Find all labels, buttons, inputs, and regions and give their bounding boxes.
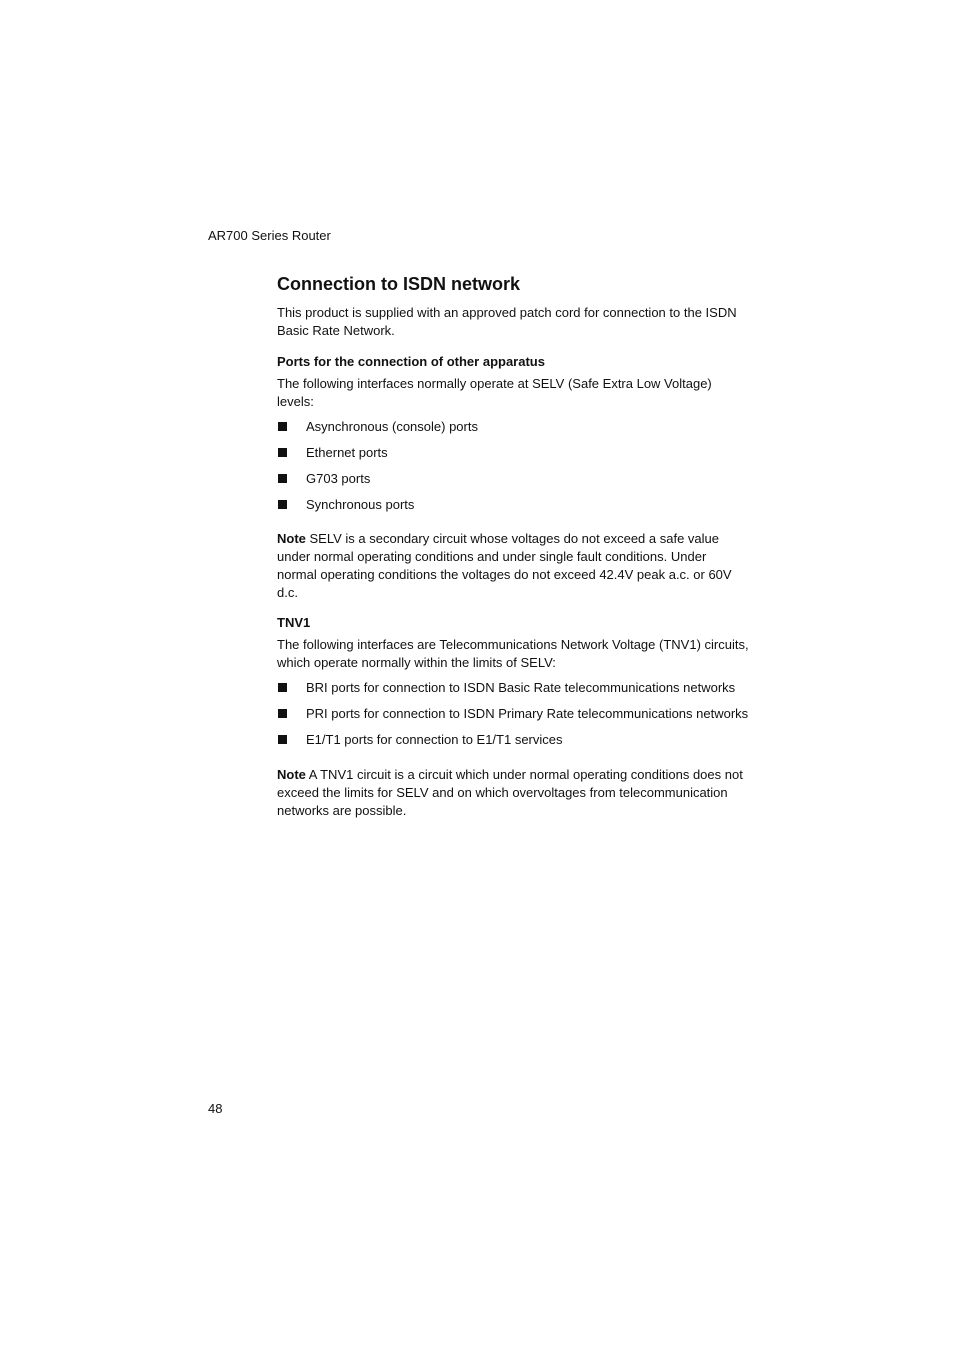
- note-text: SELV is a secondary circuit whose voltages do not exceed a safe value under normal operating conditions and under single fault conditions. Under normal operating conditions the voltages do not exceed 42.4V peak a.c. or 60V d.c.: [277, 531, 732, 600]
- tnv-lead-paragraph: The following interfaces are Telecommunications Network Voltage (TNV1) circuits, which operate normally within the limits of SELV:: [277, 637, 749, 670]
- tnv-heading: TNV1: [277, 615, 311, 630]
- list-item-text: Ethernet ports: [306, 445, 388, 460]
- list-item: [277, 496, 749, 514]
- page-number: 48: [208, 1101, 223, 1116]
- list-item: [277, 470, 749, 488]
- square-bullet-icon: [278, 735, 287, 744]
- list-item-text: BRI ports for connection to ISDN Basic Rate telecommunications networks: [306, 680, 736, 695]
- list-item: [277, 705, 749, 723]
- note-text: A TNV1 circuit is a circuit which under normal operating conditions does not exceed the limits for SELV and on which overvoltages from telecommunication networks are possible.: [277, 767, 743, 818]
- square-bullet-icon: [278, 500, 287, 509]
- tnv-port-list: [277, 679, 749, 749]
- square-bullet-icon: [278, 448, 287, 457]
- section-title: Connection to ISDN network: [277, 274, 520, 294]
- tnv-note: [277, 766, 749, 820]
- list-item-text: Synchronous ports: [306, 497, 415, 512]
- note-label: Note: [277, 531, 306, 546]
- running-header: AR700 Series Router: [208, 228, 331, 243]
- selv-port-list: [277, 418, 749, 514]
- page-content: [277, 272, 749, 832]
- ports-lead-paragraph: The following interfaces normally operate at SELV (Safe Extra Low Voltage) levels:: [277, 376, 712, 409]
- square-bullet-icon: [278, 422, 287, 431]
- list-item: [277, 679, 749, 697]
- ports-heading: Ports for the connection of other apparatus: [277, 354, 545, 369]
- list-item: [277, 731, 749, 749]
- intro-paragraph: This product is supplied with an approved patch cord for connection to the ISDN Basic Rate Network.: [277, 305, 737, 338]
- list-item-text: PRI ports for connection to ISDN Primary Rate telecommunications networks: [306, 706, 749, 721]
- list-item-text: E1/T1 ports for connection to E1/T1 services: [306, 732, 563, 747]
- note-label: Note: [277, 767, 306, 782]
- list-item-text: G703 ports: [306, 471, 371, 486]
- square-bullet-icon: [278, 474, 287, 483]
- list-item: [277, 444, 749, 462]
- list-item: [277, 418, 749, 436]
- square-bullet-icon: [278, 683, 287, 692]
- list-item-text: Asynchronous (console) ports: [306, 419, 478, 434]
- selv-note: [277, 530, 749, 602]
- square-bullet-icon: [278, 709, 287, 718]
